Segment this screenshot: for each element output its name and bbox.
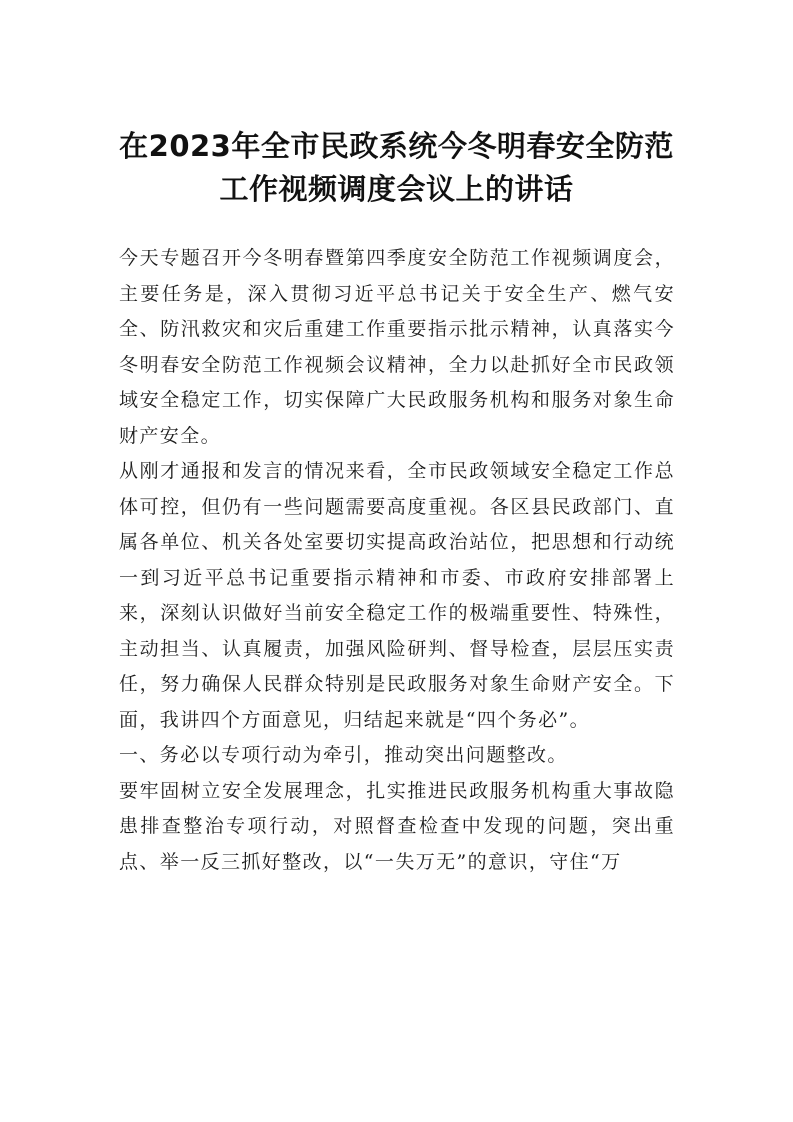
document-title-line-2: 工作视频调度会议上的讲话: [219, 172, 574, 206]
paragraph-overview: 从刚才通报和发言的情况来看，全市民政领域安全稳定工作总体可控，但仍有一些问题需要高度重视。各区县民政部门、直属各单位、机关各处室要切实提高政治站位，把思想和行动统一到习近平总书记重要指示精神和市委、市政府安排部署上来，深刻认识做好当前安全稳定工作的极端重要性、特殊性，主动担当、认真履责，加强风险研判、督导检查，层层压实责任，努力确保人民群众特别是民政服务对象生命财产安全。下面，我讲四个方面意见，归结起来就是“四个务必”。: [119, 460, 675, 731]
paragraph-section-1: 要牢固树立安全发展理念，扎实推进民政服务机构重大事故隐患排查整治专项行动，对照督查检查中发现的问题，突出重点、举一反三抓好整改，以“一失万无”的意识，守住“万: [119, 779, 675, 873]
paragraph-intro: 今天专题召开今冬明春暨第四季度安全防范工作视频调度会，主要任务是，深入贯彻习近平总书记关于安全生产、燃气安全、防汛救灾和灾后重建工作重要指示批示精神，认真落实今冬明春安全防范工作视频会议精神，全力以赴抓好全市民政领域安全稳定工作，切实保障广大民政服务机构和服务对象生命财产安全。: [119, 247, 675, 447]
section-heading-1: 一、务必以专项行动为牵引，推动突出问题整改。: [119, 744, 568, 766]
document-body: [119, 241, 675, 880]
document-title-line-1: 在2023年全市民政系统今冬明春安全防范: [119, 129, 674, 163]
